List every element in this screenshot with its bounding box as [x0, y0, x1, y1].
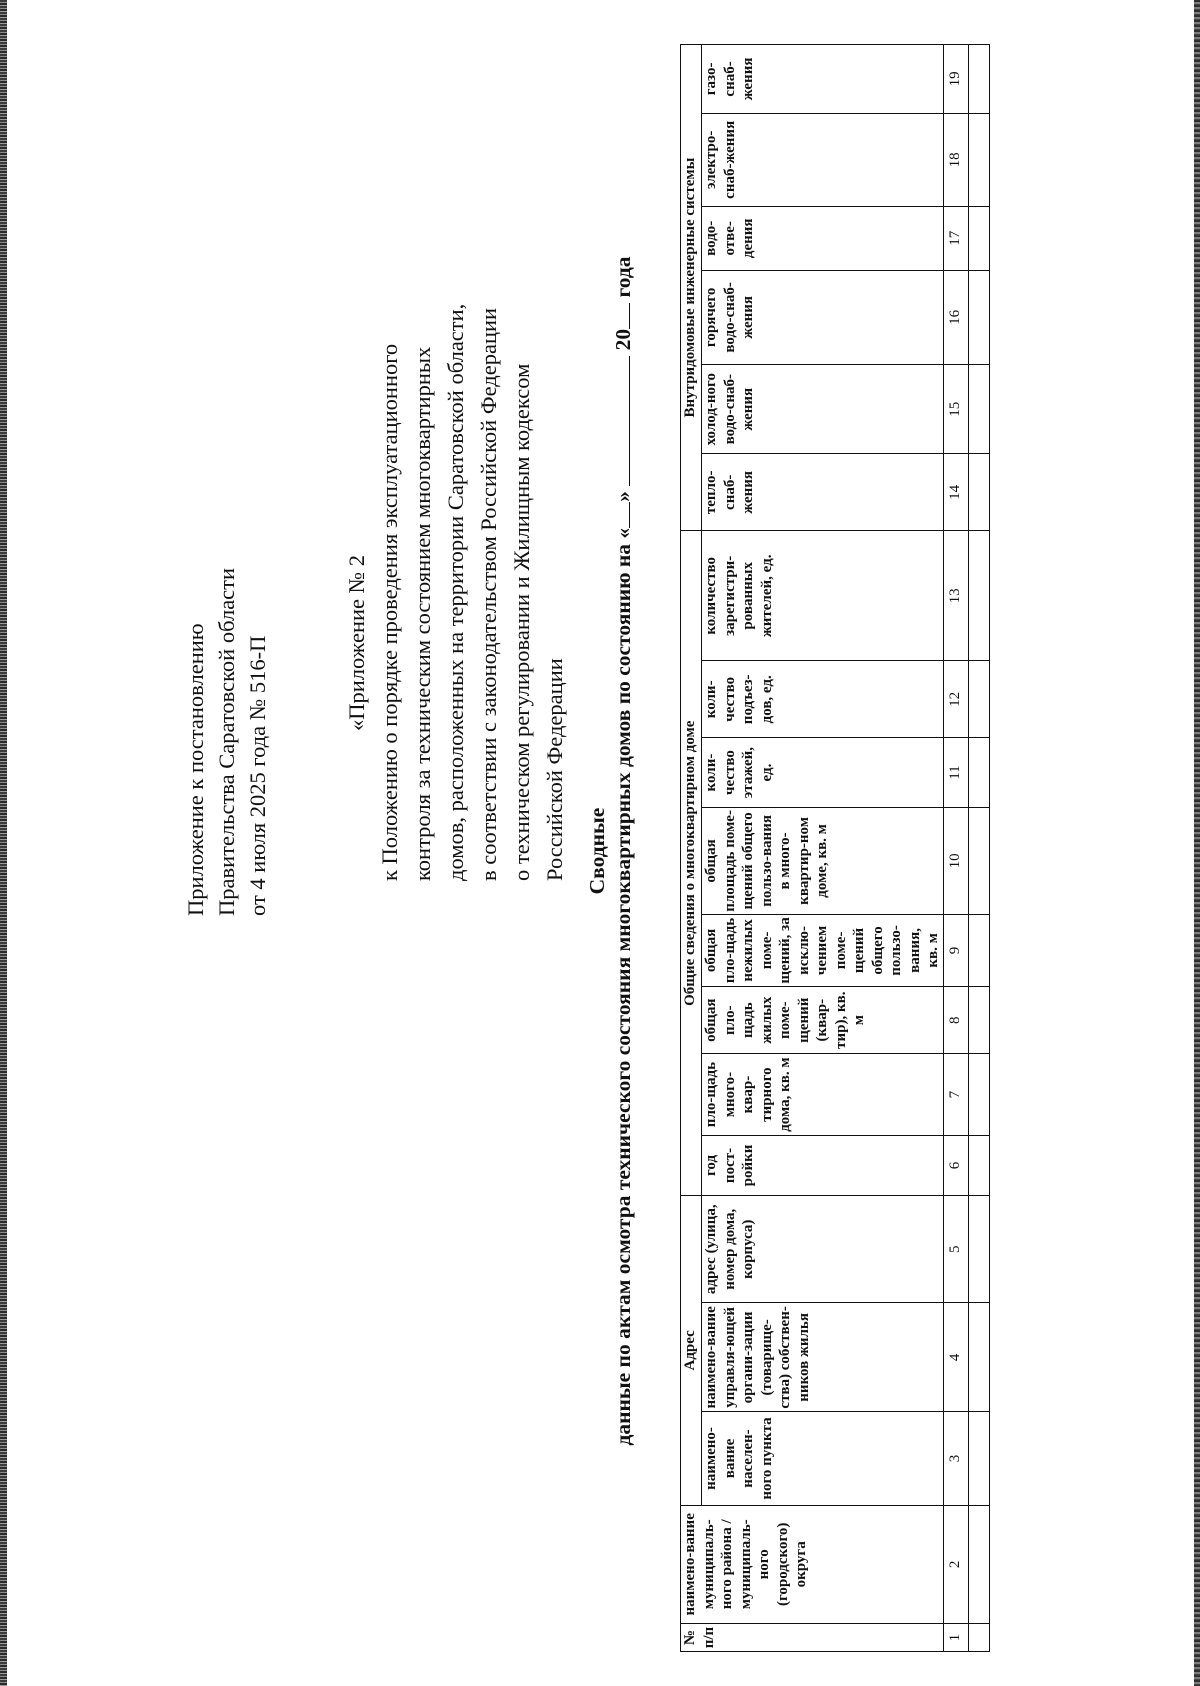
annex-line: в соответствии с законодательством Российской Федерации	[476, 307, 501, 881]
column-number: 18	[943, 113, 968, 206]
header-col-floors: коли-чество этажей, ед.	[702, 738, 944, 808]
column-number: 9	[943, 914, 968, 986]
header-col-hot-water: горячего водо-снаб-жения	[702, 270, 944, 364]
header-col-gas: газо-снаб-жения	[702, 45, 944, 114]
header-col-area-common: общая площадь поме-щений общего пользо-вания в много-квартир-ном доме, кв. м	[702, 807, 944, 914]
column-number: 17	[943, 206, 968, 270]
column-number: 16	[943, 270, 968, 364]
column-number: 10	[943, 807, 968, 914]
header-col-area-nonliving: общая пло-щадь нежилых поме-щений, за исклю-чением поме-щений общего пользо-вания, кв. м	[702, 914, 944, 986]
column-number: 19	[943, 45, 968, 114]
header-col-entrances: коли-чество подъез-дов, ед.	[702, 661, 944, 738]
header-col-cold-water: холод-ного водо-снаб-жения	[702, 364, 944, 454]
subtitle-year-word: года	[611, 256, 635, 298]
column-number: 8	[943, 986, 968, 1053]
column-number: 1	[943, 1624, 968, 1652]
column-number: 6	[943, 1135, 968, 1195]
header-col-municipality: наимено-вание муниципаль-ного района / муниципаль-ного (городского) округа	[681, 1505, 944, 1624]
subtitle-quote-close: »	[611, 491, 635, 502]
header-group-address: Адрес	[681, 1196, 702, 1505]
header-col-year: год пост-ройки	[702, 1135, 944, 1195]
header-col-area-living: общая пло-щадь жилых поме-щений (квар-тир), кв. м	[702, 986, 944, 1053]
column-number: 11	[943, 738, 968, 808]
column-number: 12	[943, 661, 968, 738]
column-number: 7	[943, 1054, 968, 1135]
column-number: 14	[943, 454, 968, 531]
annex-line: к Положению о порядке проведения эксплуатационного	[377, 343, 402, 881]
day-blank	[611, 502, 630, 528]
inspection-summary-table	[680, 44, 990, 1652]
header-col-heat: тепло-снаб-жения	[702, 454, 944, 531]
month-blank	[611, 356, 630, 486]
header-group-general: Общие сведения о многоквартирном доме	[681, 531, 702, 1196]
header-col-area-building: пло-щадь много-квар-тирного дома, кв. м	[702, 1054, 944, 1135]
column-number: 3	[943, 1412, 968, 1505]
header-col-address: адрес (улица, номер дома, корпуса)	[702, 1196, 944, 1303]
annex-block	[340, 304, 571, 881]
column-number: 15	[943, 364, 968, 454]
header-col-no: № п/п	[681, 1624, 944, 1652]
appendix-line: Правительства Саратовской области	[214, 567, 239, 916]
header-col-electric: электро-снаб-жения	[702, 113, 944, 206]
document-title: Сводные	[585, 807, 609, 895]
header-col-settlement: наимено-вание населен-ного пункта	[702, 1412, 944, 1505]
appendix-line: от 4 июля 2025 года № 516-П	[245, 635, 270, 916]
column-number: 5	[943, 1196, 968, 1303]
annex-line: контроля за техническим состоянием многоквартирных	[410, 346, 435, 881]
column-number: 4	[943, 1303, 968, 1412]
appendix-line: Приложение к постановлению	[183, 623, 208, 916]
annex-line: о техническом регулировании и Жилищным кодексом	[509, 363, 534, 881]
column-number: 13	[943, 531, 968, 661]
document-subtitle	[611, 46, 636, 1656]
header-col-residents: количество зарегистри-рованных жителей, ед.	[702, 531, 944, 661]
empty-data-row	[968, 45, 989, 1652]
annex-line: Российской Федерации	[542, 658, 567, 881]
subtitle-year: 20	[611, 328, 635, 351]
subtitle-text: данные по актам осмотра технического состояния многоквартирных домов по состоянию на «	[611, 527, 635, 1446]
annex-line: домов, расположенных на территории Саратовской области,	[443, 303, 468, 881]
header-col-drainage: водо-отве-дения	[702, 206, 944, 270]
year-blank	[611, 303, 630, 329]
annex-title: «Приложение № 2	[344, 555, 369, 731]
column-number: 2	[943, 1505, 968, 1624]
header-group-systems: Внутридомовые инженерные системы	[681, 45, 702, 531]
header-col-management: наимено-вание управля-ющей органи-зации (товарище-ства) собствен-ников жилья	[702, 1303, 944, 1412]
appendix-block	[180, 568, 273, 916]
